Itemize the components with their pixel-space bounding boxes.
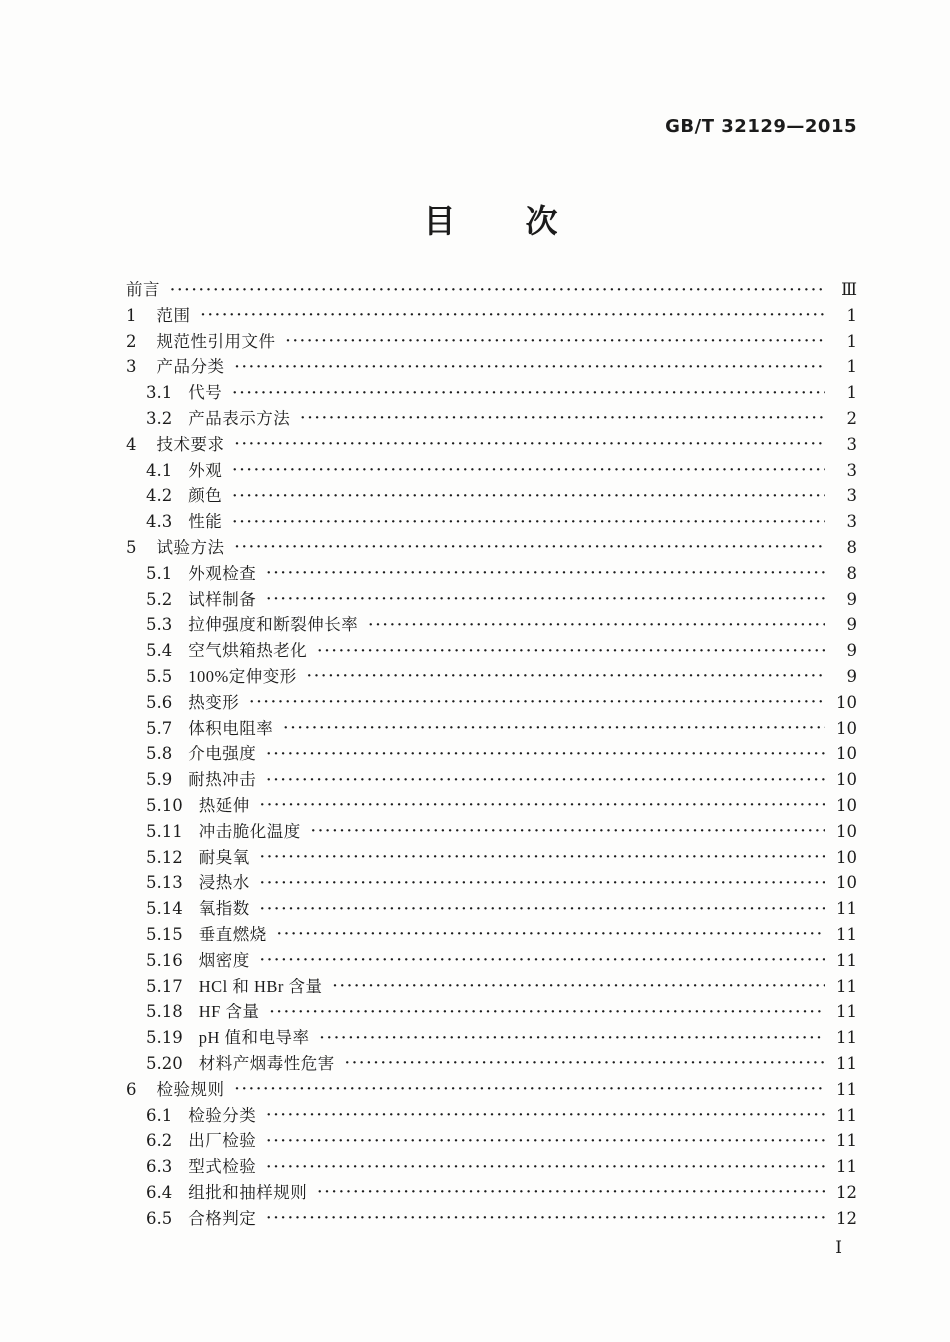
toc-entry-label: 热变形 xyxy=(188,692,240,712)
toc-entry xyxy=(126,458,857,484)
toc-entry-number: 5.6 xyxy=(146,692,173,712)
toc-entry-label: 试样制备 xyxy=(188,589,257,609)
toc-entry-page: 11 xyxy=(836,1053,857,1073)
toc-entry-page: 11 xyxy=(836,924,857,944)
toc-entry xyxy=(126,974,857,1000)
toc-entry xyxy=(126,1128,857,1154)
toc-entry xyxy=(126,741,857,767)
dotted-leader xyxy=(235,431,826,458)
toc-entry-number: 5.8 xyxy=(146,744,173,764)
toc-entry-number: 5.12 xyxy=(146,847,183,867)
toc-entry-page: 1 xyxy=(846,383,857,403)
toc-entry xyxy=(126,1180,857,1206)
toc-entry-page: 10 xyxy=(836,770,857,790)
toc-entry-label: 介电强度 xyxy=(188,744,257,764)
dotted-leader xyxy=(235,1076,826,1103)
toc-entry-label: 耐热冲击 xyxy=(188,770,257,790)
toc-entry-page: 3 xyxy=(846,486,857,506)
toc-entry-label: 颜色 xyxy=(188,486,223,506)
toc-entry xyxy=(126,380,857,406)
toc-entry xyxy=(126,716,857,742)
toc-entry xyxy=(126,638,857,664)
toc-entry-number: 5.5 xyxy=(146,666,173,686)
toc-entry xyxy=(126,1103,857,1129)
toc-entry xyxy=(126,1077,857,1103)
toc-entry xyxy=(126,767,857,793)
toc-entry-page: 11 xyxy=(836,950,857,970)
toc-entry-label: 规范性引用文件 xyxy=(156,331,276,351)
toc-entry-number: 3 xyxy=(126,357,137,377)
toc-entry xyxy=(126,793,857,819)
toc-entry-label: 合格判定 xyxy=(188,1208,257,1228)
dotted-leader xyxy=(300,405,825,432)
dotted-leader xyxy=(260,870,825,897)
toc-entry xyxy=(126,948,857,974)
dotted-leader xyxy=(249,689,825,716)
toc-entry-page: Ⅲ xyxy=(841,280,857,299)
toc-entry-number: 5.2 xyxy=(146,589,173,609)
toc-entry-label: 材料产烟毒性危害 xyxy=(198,1053,335,1073)
toc-entry-number: 6.5 xyxy=(146,1208,173,1228)
toc-entry-label: 型式检验 xyxy=(188,1157,257,1177)
dotted-leader xyxy=(260,896,825,923)
toc-entry-number: 5.16 xyxy=(146,950,183,970)
toc-entry-label: 冲击脆化温度 xyxy=(198,821,301,841)
dotted-leader xyxy=(201,302,826,329)
toc-entry-page: 10 xyxy=(836,847,857,867)
dotted-leader xyxy=(266,560,825,587)
toc-entry-label: 性能 xyxy=(188,512,223,532)
dotted-leader xyxy=(260,947,825,974)
toc-entry-label: 产品分类 xyxy=(156,357,225,377)
dotted-leader xyxy=(266,1205,825,1232)
toc-entry-number: 5.13 xyxy=(146,873,183,893)
toc-entry xyxy=(126,1206,857,1232)
toc-entry xyxy=(126,690,857,716)
toc-entry-label: 垂直燃烧 xyxy=(198,924,267,944)
dotted-leader xyxy=(232,457,825,484)
dotted-leader xyxy=(232,509,825,536)
toc-entry-label: HCl 和 HBr 含量 xyxy=(198,976,323,996)
toc-entry-page: 1 xyxy=(846,331,857,351)
toc-entry-page: 1 xyxy=(846,357,857,377)
toc-entry-page: 12 xyxy=(836,1182,857,1202)
toc-entry-page: 11 xyxy=(836,1131,857,1151)
toc-entry-page: 10 xyxy=(836,873,857,893)
toc-entry-page: 1 xyxy=(846,305,857,325)
toc-entry-label: 浸热水 xyxy=(198,873,250,893)
toc-entry xyxy=(126,354,857,380)
toc-entry xyxy=(126,561,857,587)
toc-entry-number: 1 xyxy=(126,305,137,325)
toc-entry-page: 3 xyxy=(846,460,857,480)
toc-entry-number: 6 xyxy=(126,1079,137,1099)
dotted-leader xyxy=(283,715,825,742)
dotted-leader xyxy=(368,612,825,639)
dotted-leader xyxy=(269,999,825,1026)
toc-entry-number: 5.4 xyxy=(146,641,173,661)
dotted-leader xyxy=(311,818,825,845)
toc-entry-page: 11 xyxy=(836,1157,857,1177)
dotted-leader xyxy=(317,638,825,665)
toc-entry-label: 烟密度 xyxy=(198,950,250,970)
toc-entry-label: 耐臭氧 xyxy=(198,847,250,867)
toc-entry-number: 5.1 xyxy=(146,563,173,583)
dotted-leader xyxy=(235,534,826,561)
toc-entry-label: 出厂检验 xyxy=(188,1131,257,1151)
toc-entry-page: 11 xyxy=(836,899,857,919)
toc-entry-page: 11 xyxy=(836,1002,857,1022)
toc-entry-label: 空气烘箱热老化 xyxy=(188,641,308,661)
toc-entry-label: 体积电阻率 xyxy=(188,718,274,738)
toc-entry-page: 12 xyxy=(836,1208,857,1228)
dotted-leader xyxy=(320,1025,825,1052)
toc-entry-number: 6.2 xyxy=(146,1131,173,1151)
dotted-leader xyxy=(286,328,826,355)
toc-entry-label: 100%定伸变形 xyxy=(188,666,297,686)
toc-entry-number: 6.1 xyxy=(146,1105,173,1125)
toc-entry xyxy=(126,587,857,613)
toc-entry-page: 11 xyxy=(836,1028,857,1048)
toc-entry-page: 3 xyxy=(846,512,857,532)
toc-entry-number: 3.2 xyxy=(146,408,173,428)
toc-entry-page: 9 xyxy=(846,666,857,686)
toc-entry-number: 5.20 xyxy=(146,1053,183,1073)
toc-entry-number: 5.3 xyxy=(146,615,173,635)
dotted-leader xyxy=(170,277,825,304)
toc-entry-page: 9 xyxy=(846,641,857,661)
toc-entry xyxy=(126,896,857,922)
toc-entry-number: 2 xyxy=(126,331,137,351)
footer-page-number: Ⅰ xyxy=(835,1238,842,1258)
dotted-leader xyxy=(307,663,825,690)
toc-entry-page: 10 xyxy=(836,744,857,764)
dotted-leader xyxy=(266,741,825,768)
toc-entry-label: 拉伸强度和断裂伸长率 xyxy=(188,615,359,635)
toc-entry xyxy=(126,432,857,458)
toc-entry-label: HF 含量 xyxy=(198,1002,260,1022)
toc-entry xyxy=(126,1025,857,1051)
dotted-leader xyxy=(345,1050,825,1077)
toc-entry xyxy=(126,1051,857,1077)
toc-entry-number: 3.1 xyxy=(146,383,173,403)
dotted-leader xyxy=(232,380,825,407)
toc-entry-number: 5.17 xyxy=(146,976,183,996)
toc-entry-page: 10 xyxy=(836,821,857,841)
toc-list xyxy=(126,277,857,1231)
dotted-leader xyxy=(266,1128,825,1155)
toc-entry-number: 4.1 xyxy=(146,460,173,480)
toc-entry-number: 5.10 xyxy=(146,795,183,815)
toc-entry-number: 5.14 xyxy=(146,899,183,919)
toc-entry-label: 外观检查 xyxy=(188,563,257,583)
toc-entry-page: 8 xyxy=(846,563,857,583)
toc-entry-number: 5 xyxy=(126,537,137,557)
dotted-leader xyxy=(232,483,825,510)
toc-entry-label: 试验方法 xyxy=(156,537,225,557)
dotted-leader xyxy=(266,1154,825,1181)
toc-entry-number: 5.7 xyxy=(146,718,173,738)
toc-entry-number: 6.3 xyxy=(146,1157,173,1177)
toc-entry-page: 3 xyxy=(846,434,857,454)
toc-entry-number: 4.2 xyxy=(146,486,173,506)
toc-entry-page: 2 xyxy=(846,408,857,428)
toc-entry xyxy=(126,277,857,303)
dotted-leader xyxy=(266,586,825,613)
toc-entry-page: 10 xyxy=(836,692,857,712)
toc-entry xyxy=(126,509,857,535)
toc-entry-page: 11 xyxy=(836,976,857,996)
dotted-leader xyxy=(266,767,825,794)
toc-entry-number: 5.18 xyxy=(146,1002,183,1022)
toc-entry-label: 组批和抽样规则 xyxy=(188,1182,308,1202)
dotted-leader xyxy=(317,1179,825,1206)
toc-entry xyxy=(126,535,857,561)
toc-entry-label: 产品表示方法 xyxy=(188,408,291,428)
toc-entry-label: 技术要求 xyxy=(156,434,225,454)
toc-entry-label: 检验规则 xyxy=(156,1079,225,1099)
toc-entry-number: 6.4 xyxy=(146,1182,173,1202)
toc-entry xyxy=(126,329,857,355)
dotted-leader xyxy=(266,1102,825,1129)
toc-entry xyxy=(126,845,857,871)
toc-entry-page: 9 xyxy=(846,615,857,635)
toc-entry xyxy=(126,870,857,896)
toc-entry xyxy=(126,819,857,845)
page-title: 目 次 xyxy=(423,203,560,239)
toc-entry-page: 11 xyxy=(836,1105,857,1125)
toc-entry-page: 11 xyxy=(836,1079,857,1099)
toc-entry-label: pH 值和电导率 xyxy=(198,1028,310,1048)
toc-entry xyxy=(126,303,857,329)
dotted-leader xyxy=(235,354,826,381)
toc-entry xyxy=(126,664,857,690)
toc-entry xyxy=(126,1154,857,1180)
toc-entry xyxy=(126,922,857,948)
toc-entry-number: 5.9 xyxy=(146,770,173,790)
toc-entry-label: 氧指数 xyxy=(198,899,250,919)
toc-entry-number: 4.3 xyxy=(146,512,173,532)
toc-entry-number: 5.15 xyxy=(146,924,183,944)
toc-entry-page: 10 xyxy=(836,795,857,815)
toc-entry-number: 5.19 xyxy=(146,1028,183,1048)
toc-entry-label: 范围 xyxy=(156,305,191,325)
toc-entry-page: 8 xyxy=(846,537,857,557)
dotted-leader xyxy=(277,921,825,948)
toc-entry xyxy=(126,999,857,1025)
toc-entry-label: 外观 xyxy=(188,460,223,480)
toc-entry-label: 热延伸 xyxy=(198,795,250,815)
toc-entry-number: 4 xyxy=(126,434,137,454)
toc-entry-number: 5.11 xyxy=(146,821,183,841)
toc-entry-page: 9 xyxy=(846,589,857,609)
toc-entry xyxy=(126,406,857,432)
standard-code-header: GB/T 32129—2015 xyxy=(665,116,857,137)
toc-entry-label: 检验分类 xyxy=(188,1105,257,1125)
toc-entry-label: 前言 xyxy=(126,280,160,299)
dotted-leader xyxy=(260,792,825,819)
toc-entry xyxy=(126,483,857,509)
toc-entry-label: 代号 xyxy=(188,383,223,403)
dotted-leader xyxy=(333,973,825,1000)
toc-entry-page: 10 xyxy=(836,718,857,738)
dotted-leader xyxy=(260,844,825,871)
toc-entry xyxy=(126,612,857,638)
